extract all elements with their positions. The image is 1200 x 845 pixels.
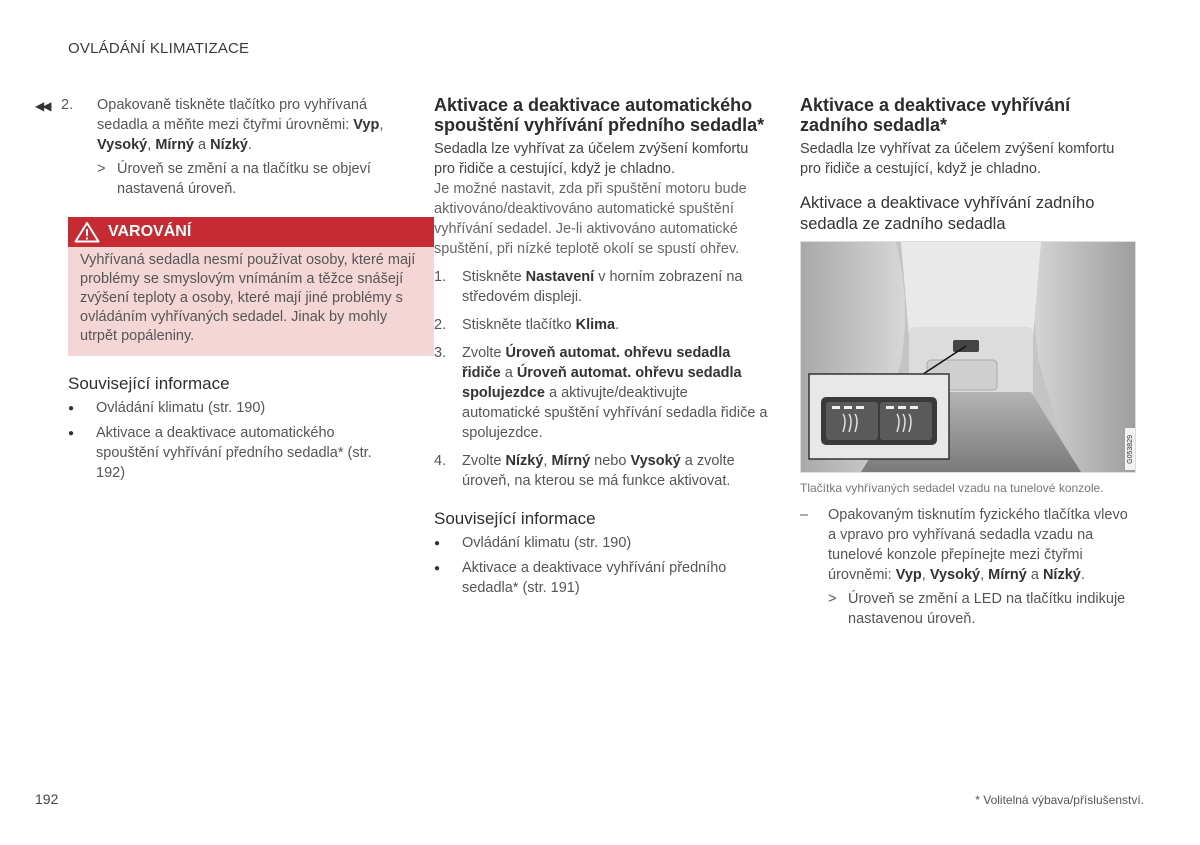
step-number: 2. [61, 97, 74, 113]
body-text: Je možné nastavit, zda při spuštění motoru bude aktivováno/deaktivováno automatické spuštění vyhřívání sedadel. Je-li aktivováno automatické spuštění, při nízké teplotě okolí se spustí ohřev. [434, 181, 747, 257]
numbered-step: 2. Stiskněte tlačítko Klima. [434, 317, 620, 333]
related-heading: Související informace [434, 509, 596, 528]
step-text: Opakovaně tiskněte tlačítko pro vyhřívaná sedadla a měňte mezi čtyřmi úrovněmi: Vyp, Vysoký, Mírný a Nízký. [97, 97, 384, 153]
step-item [35, 95, 401, 155]
warning-text: Vyhřívaná sedadla nesmí používat osoby, které mají problémy se smyslovým vnímáním a těžce snášejí zvýšení teploty a osoby, které mají jiné problémy s ovládáním vyhřívaných sedadel. Jinak by mohly utrpět popáleniny. [68, 247, 434, 356]
step-result [828, 589, 1134, 629]
result-marker: > [828, 591, 837, 607]
warning-triangle-icon [74, 221, 100, 243]
step-result [97, 159, 401, 199]
section-title: Aktivace a deaktivace automatického spouštění vyhřívání předního sedadla* [434, 95, 765, 135]
related-link[interactable]: ● Ovládání klimatu (str. 190) [434, 533, 768, 554]
section-header: OVLÁDÁNÍ KLIMATIZACE [68, 40, 250, 57]
bullet-icon: ● [434, 538, 441, 549]
image-code: G053829 [1127, 435, 1134, 464]
result-marker: > [97, 161, 106, 177]
warning-box [68, 217, 434, 356]
lead-text: Sedadla lze vyhřívat za účelem zvýšení komfortu pro řidiče a cestující, když je chladno. [800, 141, 1115, 177]
related-link[interactable]: ● Aktivace a deaktivace vyhřívání předního sedadla* (str. 191) [434, 560, 727, 596]
related-link[interactable]: ● Aktivace a deaktivace automatického spouštění vyhřívání předního sedadla* (str. 192) [68, 425, 372, 481]
footnote: * Volitelná výbava/příslušenství. [975, 793, 1144, 807]
bullet-icon: ● [68, 403, 75, 414]
back-arrows-icon[interactable]: ◀◀ [35, 99, 50, 113]
result-text: Úroveň se změní a LED na tlačítku indikuje nastavenou úroveň. [848, 591, 1126, 627]
numbered-step: 1. Stiskněte Nastavení v horním zobrazení na středovém displeji. [434, 269, 743, 305]
page-number: 192 [35, 791, 59, 807]
section-title: Aktivace a deaktivace vyhřívání zadního sedadla* [800, 95, 1071, 135]
bullet-icon: ● [68, 428, 75, 439]
instruction-item: – Opakovaným tisknutím fyzického tlačítka vlevo a vpravo pro vyhřívaná sedadla vzadu na tunelové konzole přepínejte mezi čtyřmi úrovněmi: Vyp, Vysoký, Mírný a Nízký. [800, 507, 1128, 583]
column-left [35, 95, 416, 483]
bullet-icon: ● [434, 563, 441, 574]
result-text: Úroveň se změní a na tlačítku se objeví nastavená úroveň. [117, 161, 371, 197]
numbered-step: 4. Zvolte Nízký, Mírný nebo Vysoký a zvolte úroveň, na kterou se má funkce aktivovat. [434, 453, 735, 489]
subsection-title: Aktivace a deaktivace vyhřívání zadního sedadla ze zadního sedadla [800, 194, 1095, 233]
console-photo [800, 241, 1136, 473]
column-middle [434, 95, 768, 598]
column-right [800, 95, 1134, 629]
rear-console-illustration [801, 242, 1135, 472]
related-heading: Související informace [68, 374, 230, 393]
image-caption: Tlačítka vyhřívaných sedadel vzadu na tunelové konzole. [800, 481, 1104, 495]
lead-text: Sedadla lze vyhřívat za účelem zvýšení komfortu pro řidiče a cestující, když je chladno. [434, 141, 749, 177]
warning-title: VAROVÁNÍ [108, 223, 192, 240]
warning-header [68, 217, 434, 247]
numbered-step: 3. Zvolte Úroveň automat. ohřevu sedadla řidiče a Úroveň automat. ohřevu sedadla spolujezdce a aktivujte/deaktivujte automatické spuštění vyhřívání sedadla řidiče a spolujezdce. [434, 345, 768, 441]
dash-marker: – [800, 507, 809, 523]
related-link[interactable]: ● Ovládání klimatu (str. 190) [68, 398, 401, 419]
